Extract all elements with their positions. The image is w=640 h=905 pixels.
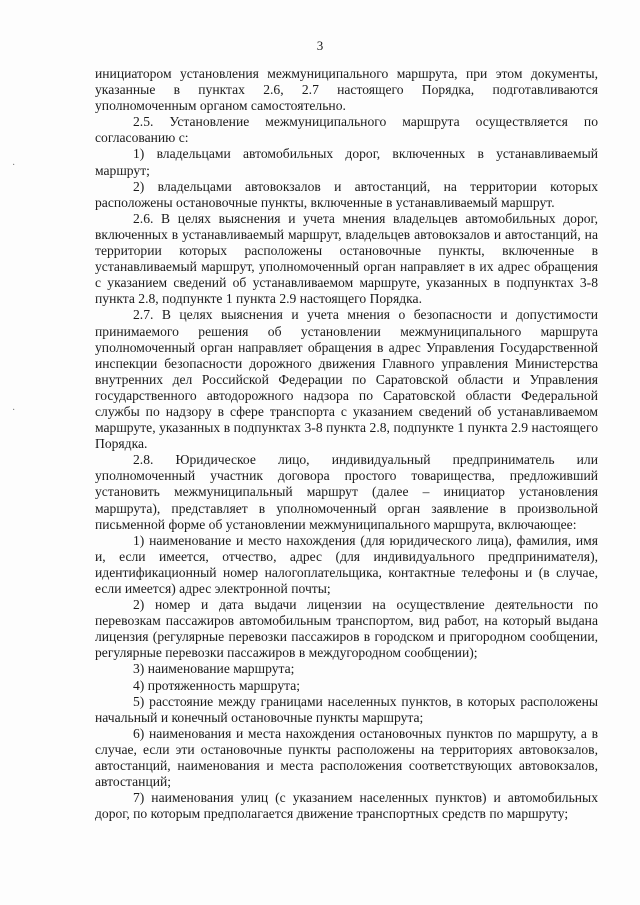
list-item: 2) владельцами автовокзалов и автостанций, на территории которых расположены остановочные пункты, включенные в устанавливаемый маршрут. (95, 178, 598, 210)
paragraph: 2.6. В целях выяснения и учета мнения владельцев автомобильных дорог, включенных в устанавливаемый маршрут, владельцев автовокзалов и автостанций, на территории которых расположены остановочные пункты, включенные в устанавливаемый маршрут, уполномоченный орган направляет в их адрес обращения с указанием сведений об устанавливаемом маршруте, указанных в подпунктах 3-8 пункта 2.8, подпункте 1 пункта 2.9 настоящего Порядка. (95, 210, 598, 307)
list-item: 2) номер и дата выдачи лицензии на осуществление деятельности по перевозкам пассажиров автомобильным транспортом, вид работ, на который выдана лицензия (регулярные перевозки пассажиров в городском и пригородном сообщении, регулярные перевозки пассажиров в междугородном сообщении); (95, 597, 598, 661)
list-item: 6) наименования и места нахождения остановочных пунктов по маршруту, а в случае, если эти остановочные пункты расположены на территориях автовокзалов, автостанций, наименования и места расположения соответствующих автовокзалов, автостанций; (95, 725, 598, 790)
page-number: 3 (316, 38, 324, 53)
list-item: 1) наименование и место нахождения (для юридического лица), фамилия, имя и, если имеется, отчество, адрес (для индивидуального предпринимателя), идентификационный номер налогоплательщика, контактные телефоны и (в случае, если имеется) адрес электронной почты; (95, 532, 598, 596)
paragraph: 2.5. Установление межмуниципального маршрута осуществляется по согласованию с: (95, 114, 598, 146)
list-item: 3) наименование маршрута; (133, 661, 295, 677)
margin-tick: · (12, 160, 16, 171)
list-item: 1) владельцами автомобильных дорог, включенных в устанавливаемый маршрут; (95, 146, 598, 178)
paragraph: 2.7. В целях выяснения и учета мнения о безопасности и допустимости принимаемого решения об установлении межмуниципального маршрута уполномоченный орган направляет обращения в адрес Управления Государственной инспекции безопасности дорожного движения Главного управления Министерства внутренних дел Российской Федерации по Саратовской области и Управления государственного автодорожного надзора по Саратовской области Федеральной службы по надзору в сфере транспорта с указанием сведений об устанавливаемом маршруте, указанных в подпунктах 3-8 пункта 2.8, подпункте 1 пункта 2.9 настоящего Порядка. (95, 307, 598, 452)
list-item: 4) протяженность маршрута; (133, 677, 301, 693)
margin-tick: · (12, 405, 16, 416)
list-item: 7) наименования улиц (с указанием населенных пунктов) и автомобильных дорог, по которым предполагается движение транспортных средств по маршруту; (95, 790, 598, 822)
list-item: 5) расстояние между границами населенных пунктов, в которых расположены начальный и конечный остановочные пункты маршрута; (95, 693, 598, 725)
paragraph: 2.8. Юридическое лицо, индивидуальный предприниматель или уполномоченный участник договора простого товарищества, предложивший установить межмуниципальный маршрут (далее – инициатор установления маршрута), представляет в уполномоченный орган заявление в произвольной письменной форме об установлении межмуниципального маршрута, включающее: (95, 452, 598, 532)
document-body (95, 66, 598, 822)
paragraph: инициатором установления межмуниципального маршрута, при этом документы, указанные в пунктах 2.6, 2.7 настоящего Порядка, подготавливаются уполномоченным органом самостоятельно. (95, 66, 598, 114)
